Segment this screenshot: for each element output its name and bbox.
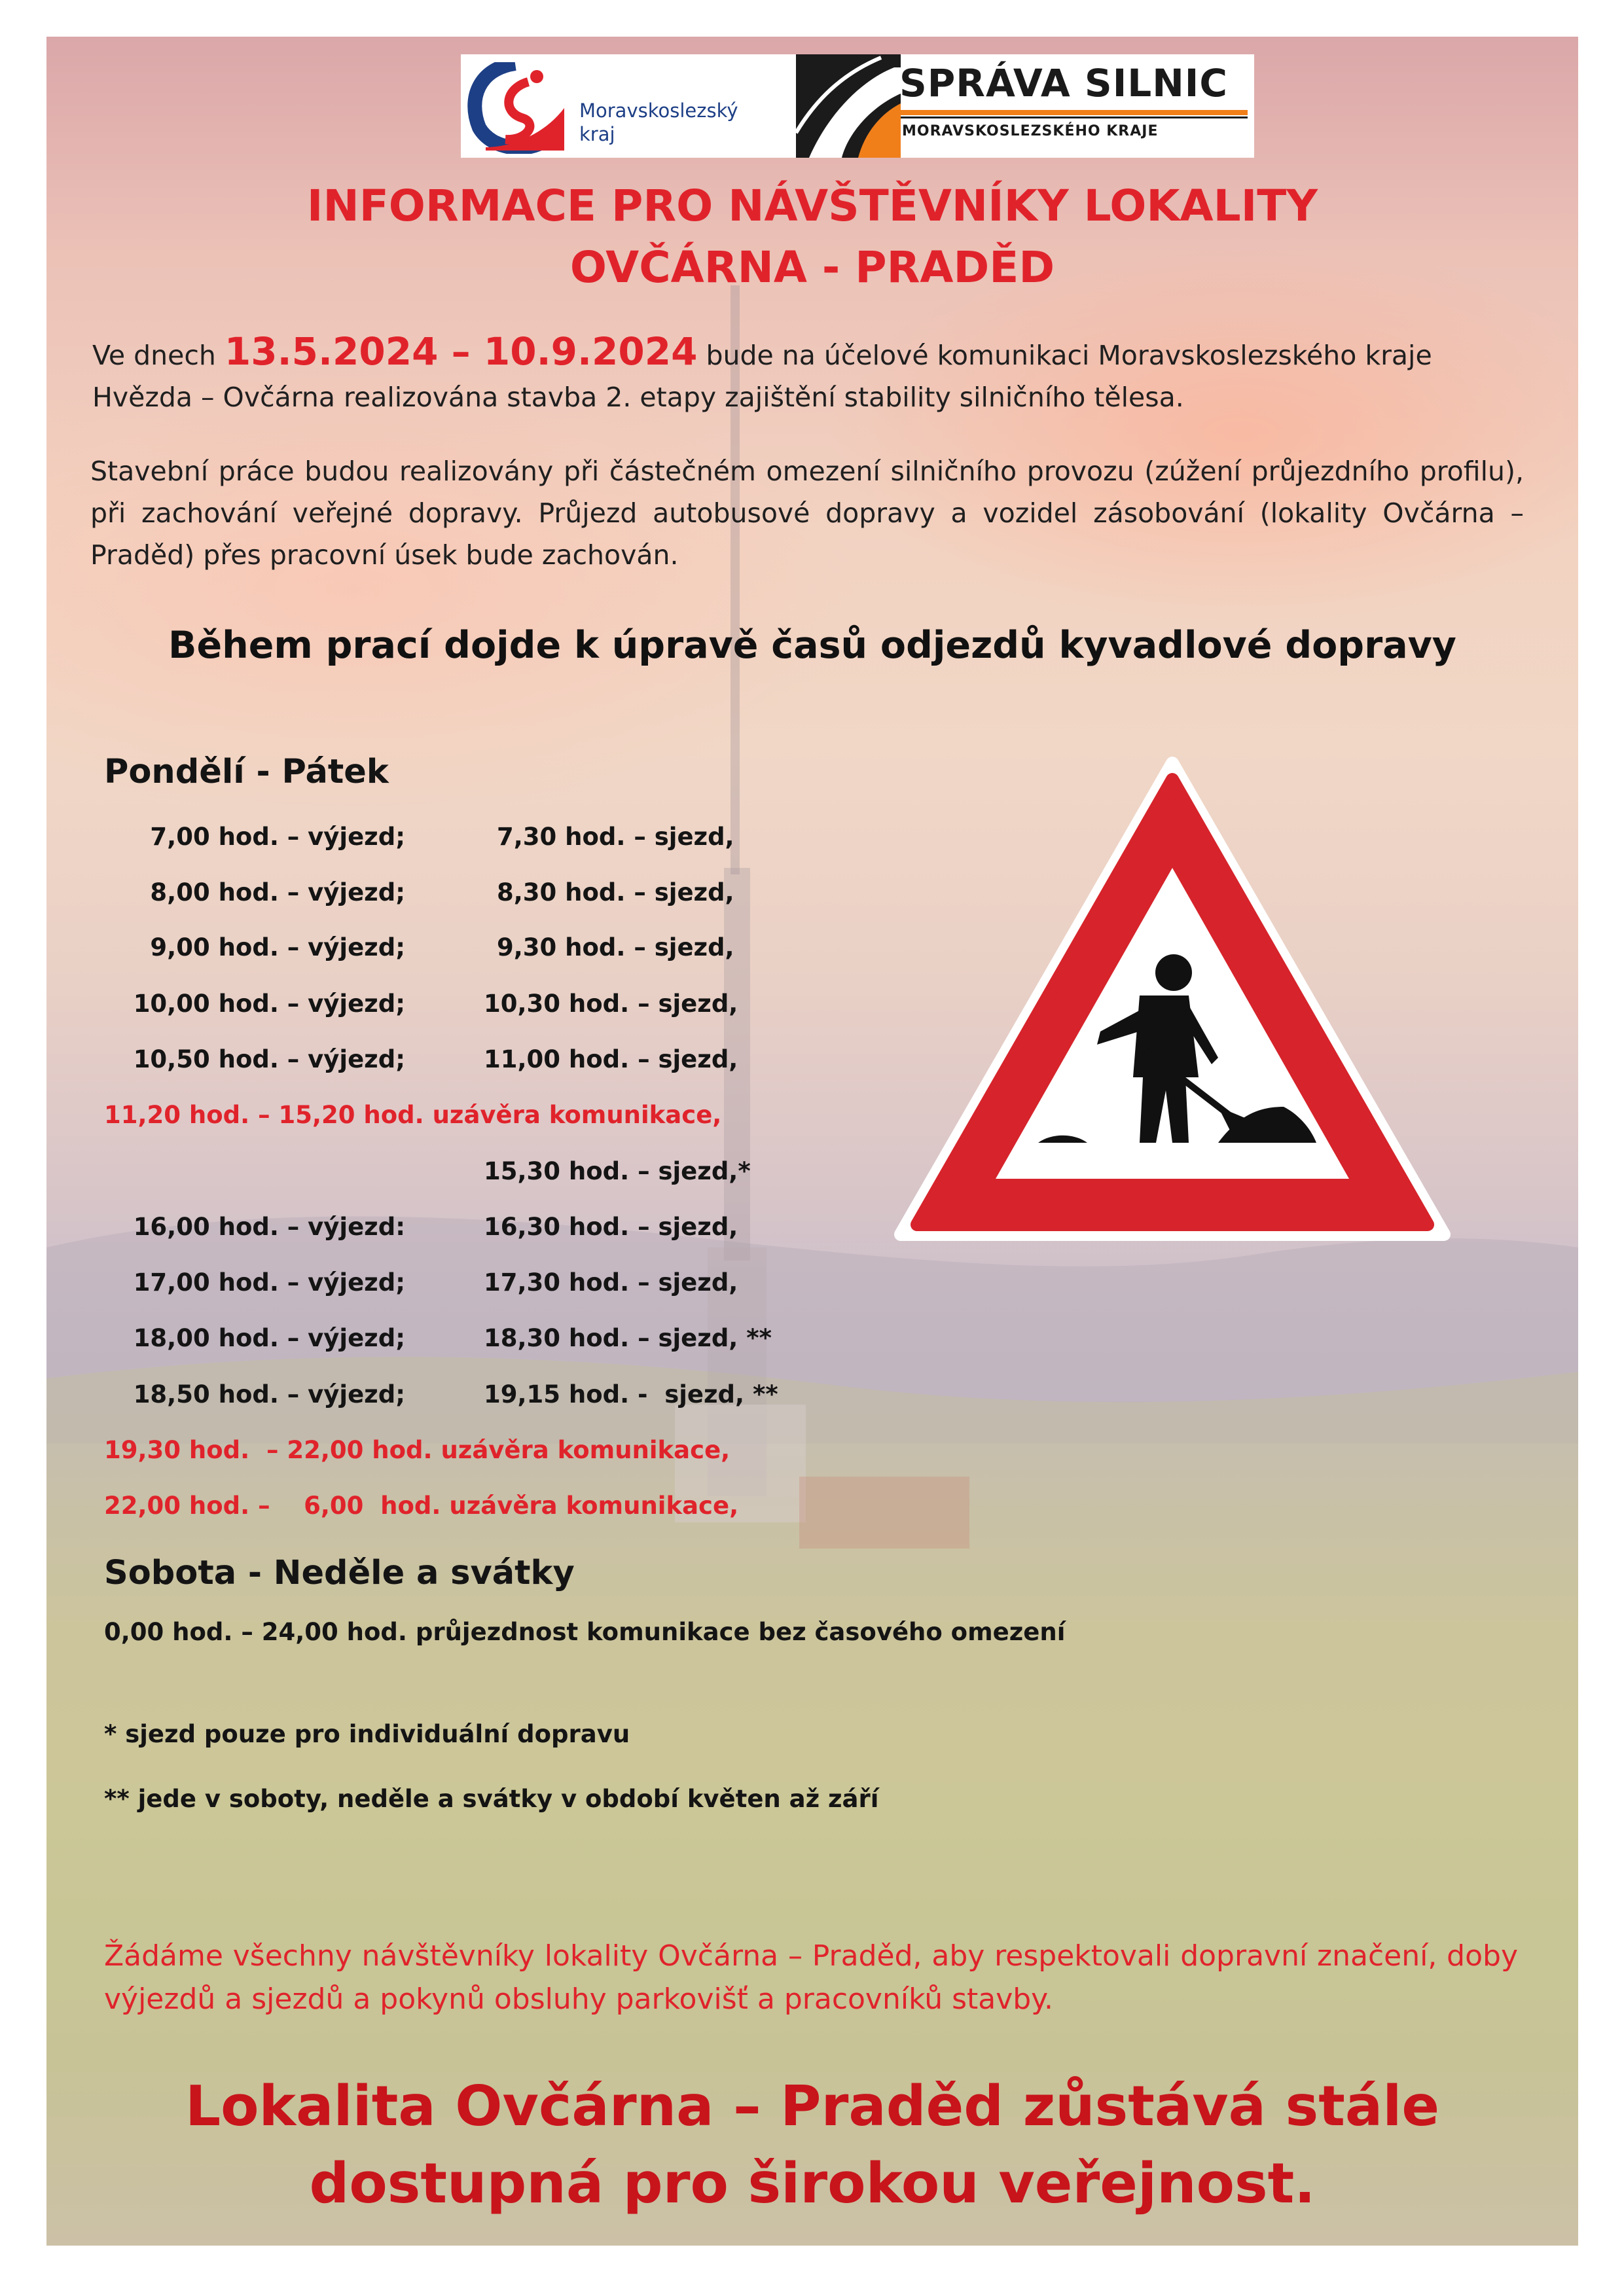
date-range: 13.5.2024 – 10.9.2024 <box>224 329 698 374</box>
arrival-time: 19,15 hod. - sjezd, ** <box>484 1380 778 1408</box>
departure-time: 10,50 hod. – výjezd; <box>133 1045 405 1073</box>
closure-text: 19,30 hod. – 22,00 hod. uzávěra komunikace, <box>104 1436 731 1464</box>
arrival-time: 10,30 hod. – sjezd, <box>484 990 738 1018</box>
arrival-time: 18,30 hod. – sjezd, ** <box>484 1324 772 1352</box>
arrival-time: 15,30 hod. – sjezd,* <box>484 1157 751 1185</box>
ssk-title: SPRÁVA SILNIC <box>899 61 1228 105</box>
closure-row <box>104 1492 738 1524</box>
arrival-time: 16,30 hod. – sjezd, <box>484 1213 738 1241</box>
title-line-2: OVČÁRNA - PRADĚD <box>569 242 1055 293</box>
closure-row <box>104 1436 730 1469</box>
msk-name: Moravskoslezský kraj <box>579 99 738 145</box>
departure-time: 9,00 hod. – výjezd; <box>150 933 405 961</box>
road-works-sign-icon <box>891 750 1454 1247</box>
arrival-time: 8,30 hod. – sjezd, <box>497 878 734 906</box>
weekday-heading: Pondělí - Pátek <box>104 753 389 791</box>
arrival-time: 17,30 hod. – sjezd, <box>484 1268 738 1297</box>
weekend-heading: Sobota - Neděle a svátky <box>104 1554 575 1592</box>
intro-suffix: bude na účelové komunikaci Moravskoslezského kraje Hvězda – Ovčárna realizována stavba 2. etapy zajištění stability silničního tělesa. <box>92 340 1432 413</box>
ssk-stripe <box>901 110 1248 115</box>
ssk-subtitle: MORAVSKOSLEZSKÉHO KRAJE <box>902 123 1159 139</box>
ssk-line <box>901 117 1248 118</box>
poster <box>46 37 1578 2246</box>
arrival-time: 11,00 hod. – sjezd, <box>484 1045 738 1073</box>
closing-line-1: Lokalita Ovčárna – Praděd zůstává stále <box>185 2074 1439 2139</box>
intro-prefix: Ve dnech <box>92 340 225 371</box>
closing-line-2: dostupná pro širokou veřejnost. <box>309 2151 1316 2216</box>
closure-text: 22,00 hod. – 6,00 hod. uzávěra komunikace, <box>104 1492 739 1520</box>
schedule-headline: Během prací dojde k úpravě časů odjezdů kyvadlové dopravy <box>168 624 1456 667</box>
road-icon <box>796 54 901 158</box>
departure-time: 8,00 hod. – výjezd; <box>150 878 405 906</box>
intro-paragraph <box>92 331 1532 418</box>
arrival-time: 7,30 hod. – sjezd, <box>497 823 734 851</box>
closure-text: 11,20 hod. – 15,20 hod. uzávěra komunikace, <box>104 1101 722 1129</box>
closure-row <box>104 1101 721 1134</box>
closing-statement <box>46 2068 1578 2223</box>
footnote-single-star: * sjezd pouze pro individuální dopravu <box>104 1720 630 1748</box>
msk-logo-icon <box>466 62 577 154</box>
departure-time: 17,00 hod. – výjezd; <box>133 1268 405 1297</box>
departure-time: 7,00 hod. – výjezd; <box>150 823 405 851</box>
departure-time: 16,00 hod. – výjezd: <box>133 1213 405 1241</box>
works-paragraph: Stavební práce budou realizovány při částečném omezení silničního provozu (zúžení průjezdního profilu), při zachování veřejné dopravy. Průjezd autobusové dopravy a vozidel zásobování (lokality Ovčárna – Praděd) přes pracovní úsek bude zachován. <box>90 456 1524 571</box>
arrival-time: 9,30 hod. – sjezd, <box>497 933 734 961</box>
departure-time: 18,00 hod. – výjezd; <box>133 1324 405 1352</box>
page-title <box>46 175 1578 298</box>
appeal-paragraph: Žádáme všechny návštěvníky lokality Ovčárna – Praděd, aby respektovali dopravní značení, doby výjezdů a sjezdů a pokynů obsluhy parkovišť a pracovníků stavby. <box>104 1939 1518 2016</box>
title-line-1: INFORMACE PRO NÁVŠTĚVNÍKY LOKALITY <box>306 181 1318 231</box>
logo-bar <box>461 54 1253 158</box>
weekend-text: 0,00 hod. – 24,00 hod. průjezdnost komunikace bez časového omezení <box>104 1618 1066 1646</box>
departure-time: 10,00 hod. – výjezd; <box>133 990 405 1018</box>
departure-time: 18,50 hod. – výjezd; <box>133 1380 405 1408</box>
footnote-double-star: ** jede v soboty, neděle a svátky v období květen až září <box>104 1785 879 1813</box>
